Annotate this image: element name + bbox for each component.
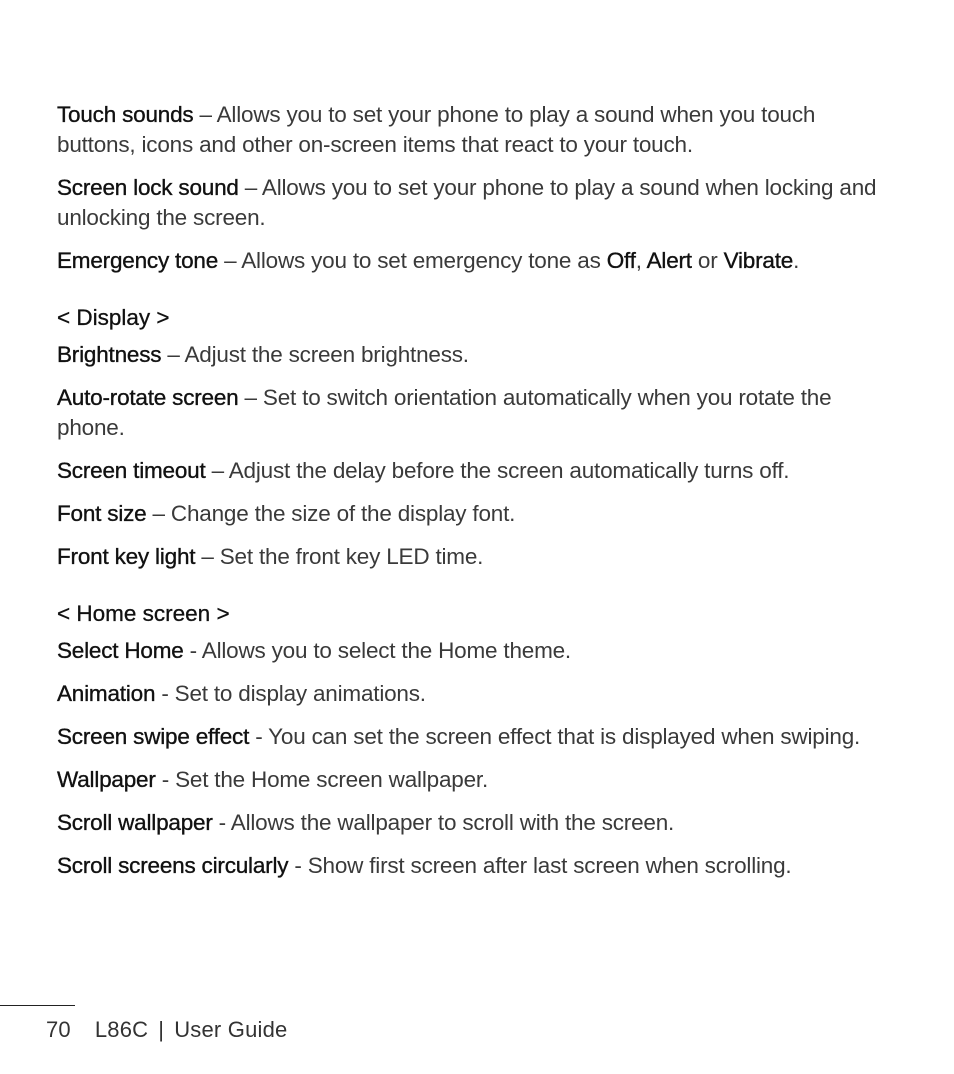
item-description: - Show first screen after last screen when scrolling. [288,853,792,878]
page-footer [46,1015,287,1045]
scroll-wallpaper-item [57,808,897,838]
item-term: Scroll wallpaper [57,810,213,835]
item-term: Scroll screens circularly [57,853,289,878]
item-description: - Allows you to select the Home theme. [183,638,571,663]
item-term: Wallpaper [57,767,156,792]
item-term: Brightness [57,342,162,367]
select-home-item [57,636,897,666]
item-term: Font size [57,501,147,526]
font-size-item [57,499,897,529]
item-description: - Set the Home screen wallpaper. [155,767,488,792]
auto-rotate-item [57,383,897,443]
item-description: – Set the front key LED time. [195,544,484,569]
footer-separator: | [158,1017,165,1042]
item-description: – Set to switch orientation automatically when you rotate the phone. [57,385,832,440]
home-screen-section-heading: < Home screen > [57,601,230,626]
animation-item [57,679,897,709]
option-end: . [793,248,800,273]
page-number: 70 [46,1017,71,1042]
emergency-tone-item [57,246,897,276]
item-description: - You can set the screen effect that is displayed when swiping. [249,724,861,749]
screen-swipe-effect-item [57,722,897,752]
item-description: - Set to display animations. [155,681,426,706]
brightness-item [57,340,897,370]
model-name: L86C [94,1017,149,1042]
item-term: Touch sounds [57,102,194,127]
display-section-heading: < Display > [57,305,170,330]
item-description: – Change the size of the display font. [146,501,516,526]
page-content [57,100,897,894]
screen-timeout-item [57,456,897,486]
item-description: - Allows the wallpaper to scroll with the screen. [212,810,675,835]
option-vibrate: Vibrate [723,248,794,273]
item-description: – Allows you to set your phone to play a sound when you touch buttons, icons and other on-screen items that react to your touch. [57,102,816,157]
item-term: Screen lock sound [57,175,239,200]
option-alert: Alert [646,248,692,273]
front-key-light-item [57,542,897,572]
item-term: Screen timeout [57,458,206,483]
footer-divider [0,1005,75,1006]
item-description: – Adjust the screen brightness. [161,342,469,367]
item-term: Front key light [57,544,196,569]
screen-lock-sound-item [57,173,897,233]
option-off: Off [606,248,636,273]
touch-sounds-item [57,100,897,160]
guide-title: User Guide [174,1017,288,1042]
item-term: Animation [57,681,156,706]
option-separator: , [635,248,647,273]
item-description: – Allows you to set emergency tone as [218,248,607,273]
wallpaper-item [57,765,897,795]
item-description: – Adjust the delay before the screen automatically turns off. [205,458,790,483]
item-term: Select Home [57,638,184,663]
item-term: Emergency tone [57,248,219,273]
item-term: Screen swipe effect [57,724,250,749]
option-or: or [691,248,724,273]
item-term: Auto-rotate screen [57,385,239,410]
item-description: – Allows you to set your phone to play a sound when locking and unlocking the screen. [57,175,877,230]
scroll-screens-circularly-item [57,851,897,881]
